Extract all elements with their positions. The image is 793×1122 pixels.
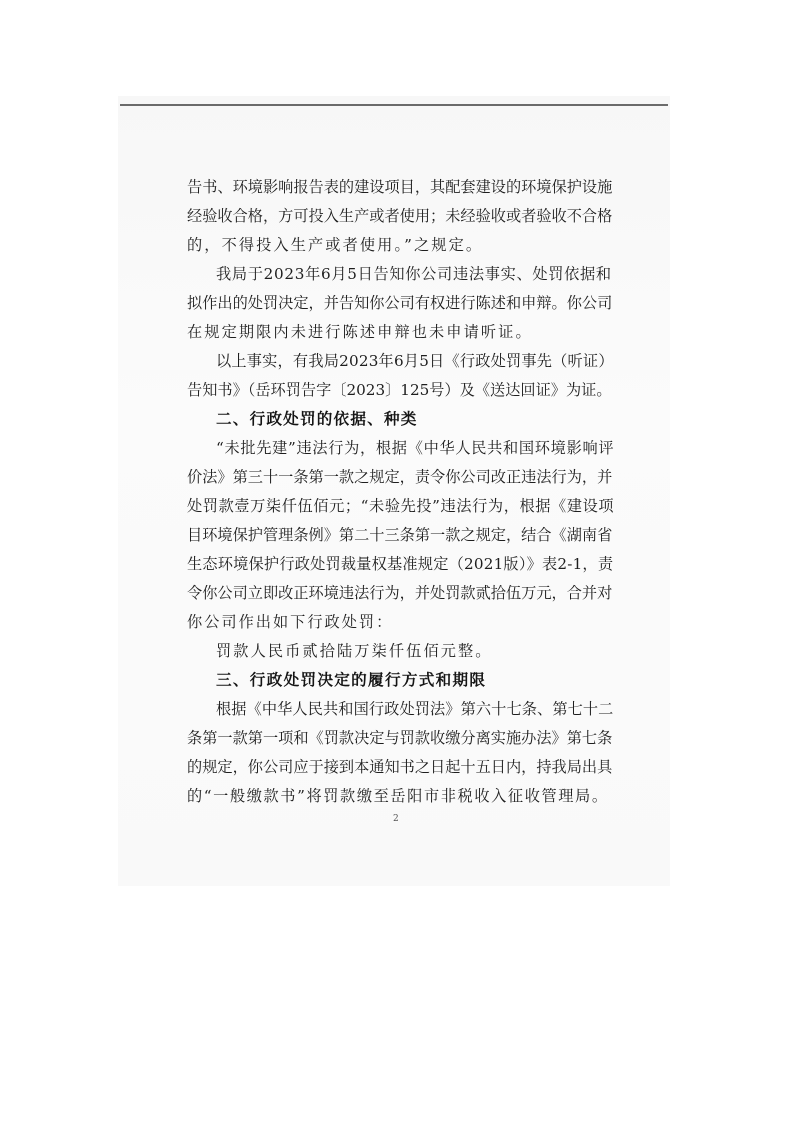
body-line: 罚款人民币贰拾陆万柒仟伍佰元整。 (216, 642, 493, 660)
body-line: 的，不得投入生产或者使用。”之规定。 (187, 236, 484, 254)
body-line: 令你公司立即改正环境违法行为，并处罚款贰拾伍万元，合并对 (187, 584, 613, 602)
body-line: 我局于2023年6月5日告知你公司违法事实、处罚依据和 (216, 265, 612, 283)
body-line: 在规定期限内未进行陈述申辩也未申请听证。 (187, 323, 533, 341)
section-heading: 二、行政处罚的依据、种类 (216, 410, 418, 428)
body-line: “未批先建”违法行为，根据《中华人民共和国环境影响评 (216, 439, 615, 457)
body-line: 以上事实，有我局2023年6月5日《行政处罚事先（听证） (216, 352, 614, 370)
body-line: 你公司作出如下行政处罚： (187, 613, 394, 631)
body-line: 告书、环境影响报告表的建设项目，其配套建设的环境保护设施 (187, 178, 613, 196)
body-line: 条第一款第一项和《罚款决定与罚款收缴分离实施办法》第七条 (187, 729, 613, 747)
body-line: 目环境保护管理条例》第二十三条第一款之规定，结合《湖南省 (187, 526, 613, 544)
page-number: 2 (393, 814, 399, 824)
body-line: 根据《中华人民共和国行政处罚法》第六十七条、第七十二 (216, 700, 614, 718)
body-line: 价法》第三十一条第一款之规定，责令你公司改正违法行为，并 (187, 468, 613, 486)
body-line: 的规定，你公司应于接到本通知书之日起十五日内，持我局出具 (187, 758, 613, 776)
body-line: 处罚款壹万柒仟伍佰元；“未验先投”违法行为，根据《建设项 (187, 497, 615, 515)
section-heading: 三、行政处罚决定的履行方式和期限 (216, 671, 487, 689)
body-line: 告知书》（岳环罚告字〔2023〕125号）及《送达回证》为证。 (187, 381, 612, 399)
body-line: 生态环境保护行政处罚裁量权基准规定（2021版）》表2-1，责 (187, 555, 614, 573)
body-line: 的“一般缴款书”将罚款缴至岳阳市非税收入征收管理局。 (187, 787, 609, 805)
body-line: 经验收合格，方可投入生产或者使用；未经验收或者验收不合格 (187, 207, 613, 225)
header-rule (120, 104, 668, 106)
body-line: 拟作出的处罚决定，并告知你公司有权进行陈述和申辩。你公司 (187, 294, 613, 312)
